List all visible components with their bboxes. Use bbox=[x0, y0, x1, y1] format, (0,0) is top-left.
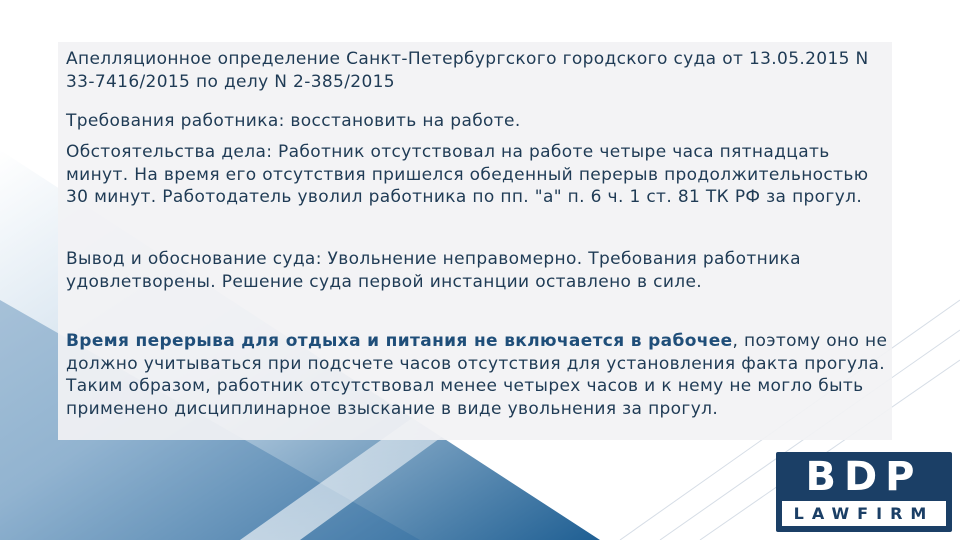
case-reference: Апелляционное определение Санкт-Петербургского городского суда от 13.05.2015 N 33-7416/2015 по делу N 2-385/2015 bbox=[66, 49, 869, 92]
key-finding-rest: , поэтому оно не должно учитываться при подсчете часов отсутствия для установления факта прогула. Таким образом, работник отсутствовал менее четырех часов и к нему не могло быть применено дисциплинарное взыскание в виде увольнения за прогул. bbox=[66, 331, 888, 420]
case-circumstances: Обстоятельства дела: Работник отсутствовал на работе четыре часа пятнадцать минут. На время его отсутствия пришелся обеденный перерыв продолжительностью 30 минут. Работодатель уволил работника по пп. "а" п. 6 ч. 1 ст. 81 ТК РФ за прогул. bbox=[66, 142, 869, 208]
key-finding-bold: Время перерыва для отдыха и питания не включается в рабочее bbox=[66, 331, 733, 351]
employee-claims: Требования работника: восстановить на работе. bbox=[66, 111, 521, 131]
logo-bdp-text: BDP bbox=[805, 454, 923, 500]
logo-lawfirm-text: LAWFIRM bbox=[782, 501, 946, 526]
court-conclusion: Вывод и обоснование суда: Увольнение неправомерно. Требования работника удовлетворены. Решение суда первой инстанции оставлено в силе. bbox=[66, 249, 801, 292]
bdp-lawfirm-logo bbox=[776, 452, 952, 532]
key-finding bbox=[66, 330, 896, 421]
